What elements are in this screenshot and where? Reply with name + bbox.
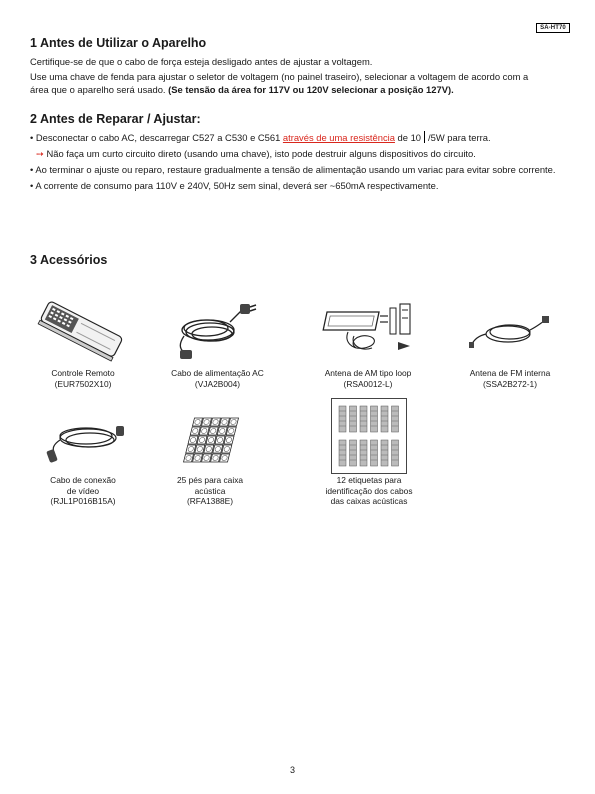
accessory-name: 25 pés para caixa [176,475,244,485]
bullet-variac: • Ao terminar o ajuste ou reparo, restaure gradualmente a tensão de alimentação usando um variac para evitar sobre corrente. [30,164,556,175]
accessory-name-cont: identificação dos cabos [325,485,413,496]
accessory-part-number: (RJL1P016B15A) [50,496,116,506]
resistor-link[interactable]: através de uma resistência [282,132,395,143]
ohm-symbol-icon [424,131,425,143]
section-1-heading: 1 Antes de Utilizar o Aparelho [30,36,207,50]
accessory-fm-antenna-caption [455,368,565,389]
section-1-para-2-line-1: Use uma chave de fenda para ajustar o seletor de voltagem (no painel traseiro), selecionar a voltagem de acordo com a [30,71,529,82]
accessory-ac-cord-caption [155,368,280,389]
remote-control-icon [36,296,126,364]
accessory-part-number: (SSA2B272-1) [483,378,537,389]
accessory-name: Cabo de alimentação AC [171,368,264,378]
accessory-name-cont: de vídeo [66,485,100,496]
video-cable-icon [38,414,128,464]
resistor-value: de 10 [394,132,422,143]
accessory-part-number: (RFA1388E) [186,496,234,506]
bullet-discharge [30,131,575,144]
resistor-unit: /5W para terra. [428,132,491,143]
accessory-remote-caption [28,368,138,389]
speaker-feet-icon [183,416,243,466]
section-2-heading: 2 Antes de Reparar / Ajustar: [30,112,201,126]
accessory-name: Antena de AM tipo loop [324,368,412,378]
fm-antenna-icon [468,312,550,354]
accessory-video-cable-caption [28,475,138,507]
accessory-speaker-feet-caption [155,475,265,507]
accessory-part-number: (VJA2B004) [194,378,241,389]
arrow-right-icon: ➙ [36,148,44,159]
section-3-heading: 3 Acessórios [30,253,108,267]
am-loop-antenna-icon [318,298,418,362]
section-1-para-2-line-2: área que o aparelho será usado. [30,84,169,95]
model-tag: SA-HT70 [536,23,570,33]
accessory-part-number: (RSA0012-L) [343,378,393,389]
accessory-name-cont: acústica [194,485,226,496]
voltage-note: (Se tensão da área for 117V ou 120V selecionar a posição 127V). [168,84,454,95]
page-number: 3 [290,765,296,775]
warning-text: Não faça um curto circuito direto (usando uma chave), isto pode destruir alguns dispositivos do circuito. [43,148,476,159]
section-1-para-1: Certifique-se de que o cabo de força esteja desligado antes de ajustar a voltagem. [30,56,373,67]
accessory-cable-labels-caption [300,475,438,507]
accessory-am-antenna-caption [308,368,428,389]
accessory-name: Antena de FM interna [469,368,551,378]
cable-labels-icon [331,398,407,474]
accessory-name: Cabo de conexão [50,475,116,485]
ac-power-cord-icon [170,300,258,362]
section-1-para-2 [30,70,570,96]
bullet-current: • A corrente de consumo para 110V e 240V, 50Hz sem sinal, deverá ser ~650mA respectivamente. [30,180,439,191]
accessory-part-number: (EUR7502X10) [54,378,112,389]
accessory-name: 12 etiquetas para [336,475,402,485]
accessory-name-cont: das caixas acústicas [330,496,408,506]
accessory-name: Controle Remoto [51,368,115,378]
bullet-discharge-text: • Desconectar o cabo AC, descarregar C527 a C530 e C561 [30,132,283,143]
warning-line [36,147,581,160]
